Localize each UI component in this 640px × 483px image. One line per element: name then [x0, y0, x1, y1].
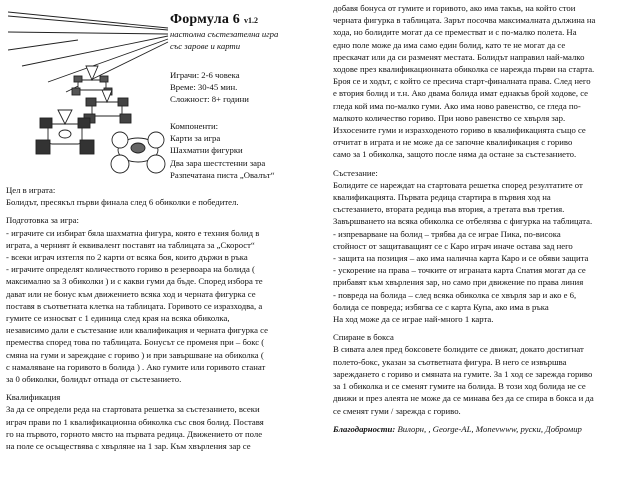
meta-complexity: Сложност: 8+ години: [170, 94, 249, 105]
right-text-line: Болидите се нареждат на стартовата решетка според резултатите от: [333, 179, 583, 190]
component-item: Два зара шестстенни зара: [170, 157, 266, 168]
right-text-line: Завършването на всяка обиколка се отбелязва с фигурка на таблицата.: [333, 216, 593, 227]
left-text-line: за 0 обиколки, болидът отпада от състезанието.: [6, 374, 182, 385]
left-text-line: на поле се осъществява с хвърляне на 1 зар. Към хвърления зар се: [6, 441, 251, 452]
right-text-line: отчитат в играта и не може да се започне квалификация с гориво: [333, 137, 573, 148]
right-text-line: хода, но болидите могат да се преместват и с по-малко полета. На: [333, 27, 577, 38]
component-item: Карти за игра: [170, 133, 221, 144]
left-text-line: - играчите определят количеството гориво в резервоара на болида (: [6, 264, 255, 275]
credits-names: Вилорн, , George-AL, Monevwww, руски, Добромир: [395, 423, 582, 434]
left-text-line: Квалификация: [6, 392, 61, 403]
components-list: [170, 120, 274, 181]
right-text-line: квалификацията. Първата редица стартира в първия ход на: [333, 192, 551, 203]
right-text-line: прибавят към хвърления зар, но само при движение по права линия: [333, 277, 584, 288]
right-text-line: Спиране в бокса: [333, 332, 394, 343]
right-text-line: - изпреварване на болид – трябва да се играе Пика, по-висока: [333, 228, 561, 239]
game-meta: [170, 69, 249, 106]
left-text-line: - играчите си избират бяла шахматна фигура, която е техния болид в: [6, 227, 260, 238]
left-text-line: премества според това по таблицата. Бонусът се променя при – бокс (: [6, 337, 265, 348]
version-label: v1.2: [243, 16, 258, 25]
right-text-line: едно поле може да има само един болид, като те не могат да се: [333, 39, 566, 50]
left-text-line: дават или не бонус към движението всяка ход и черната фигурка се: [6, 288, 256, 299]
left-text-line: максимално за 3 обиколки ) и с какви гуми да бъде. Според избора те: [6, 276, 263, 287]
left-text-line: независимо дали е състезание или квалификация и черната фигурка се: [6, 325, 268, 336]
right-text-line: е втория болид и т.н. Ако двама болида имат еднакъв брой ходове, се: [333, 88, 589, 99]
left-text-line: - всеки играч изтегля по 2 карти от всяка боя, които държи в ръка: [6, 252, 248, 263]
left-text-line: смяна на гуми и зареждане с гориво ) и при завършване на обиколка (: [6, 349, 264, 360]
right-text-line: състезанието, втората редица във втория, а третата във третия.: [333, 204, 565, 215]
left-text-line: Болидът, пресякъл първи финала след 6 обиколки е победител.: [6, 197, 239, 208]
right-text-line: за 1 обиколка и се сменят гумите на болида. В този ход болида не се: [333, 381, 586, 392]
left-text-line: Цел в играта:: [6, 185, 56, 195]
left-text-line: За да се определи реда на стартовата решетка за състезанието, всеки: [6, 404, 260, 415]
race-car-illustration: [8, 6, 173, 184]
right-text-line: Състезание:: [333, 167, 378, 178]
race-car-4: [111, 132, 165, 173]
right-text-line: само за 1 обиколка, защото после няма да остане за състезанието.: [333, 149, 577, 160]
left-text-line: Подготовка за игра:: [6, 215, 79, 226]
subtitle-line-2: със зарове и карти: [170, 41, 241, 51]
left-column-text: [6, 184, 309, 452]
right-text-line: стойност от защитаващият се с Каро играч иначе остава зад него: [333, 240, 573, 251]
race-car-2: [84, 90, 131, 123]
component-item: Шахматни фигурки: [170, 145, 243, 156]
right-text-line: Броя се и ходът, с който се пресича старт-финалната права. След него: [333, 76, 591, 87]
components-heading: Компоненти:: [170, 121, 219, 131]
right-text-line: полето-бокс, указан за съответната фигура. В него се извършва: [333, 356, 567, 367]
right-text-line: - защита на позиция – ако има налична карта Каро и се обяви защита: [333, 253, 589, 264]
right-text-line: - повреда на болида – след всяка обиколка се хвърля зар и ако е 6,: [333, 289, 577, 300]
subtitle-line-1: настолна състезателна игра: [170, 29, 279, 39]
right-text-line: ходове през квалификационната обиколка се нарежда първи на старта.: [333, 64, 595, 75]
right-text-line: зареждането с гориво и смяната на гумите. За 1 ход се зарежда гориво: [333, 368, 593, 379]
credits: [333, 423, 635, 435]
right-text-line: прескачат или да си разменят местата. Болидът направил най-малко: [333, 51, 585, 62]
right-column-text: [333, 2, 635, 435]
left-text-line: го на първото, горното място на първата редица. Движението от поле: [6, 428, 263, 439]
right-text-line: черната фигурка в таблицата. Зарът посочва максималната дължина на: [333, 15, 596, 26]
meta-time: Време: 30-45 мин.: [170, 82, 238, 93]
right-text-line: добавя бонуса от гумите и горивото, ако има такъв, на който стои: [333, 3, 576, 13]
left-text-line: с намаляване на горивото в болида ) . Ако гумите или горивото станат: [6, 361, 266, 372]
meta-players: Играчи: 2-6 човека: [170, 70, 240, 80]
right-text-line: се сменят гуми / зарежда с гориво.: [333, 405, 461, 416]
right-text-line: движи и през алеята не може да се минава без да се спира в бокса и да: [333, 393, 594, 404]
page-title: Формула 6: [170, 12, 240, 27]
left-text-line: гумите се износват с 1 единица след края на всяка обиколка,: [6, 313, 230, 324]
right-text-line: болида се повреда; избягва се с карта Купа, ако има в ръка: [333, 301, 549, 312]
right-text-line: В сивата алея пред боксовете болидите се движат, докато достигнат: [333, 344, 584, 355]
right-text-line: гледа кой има по-малко гуми. Ако има ново равенство, се гледа по-: [333, 100, 581, 111]
credits-label: Благодарности:: [333, 423, 396, 434]
right-text-line: На ход може да се играе най-много 1 карта.: [333, 314, 494, 325]
component-item: Разпечатана писта „Овалът“: [170, 169, 275, 180]
right-text-line: Изхосените гуми и изразходеното гориво в квалификацията също се: [333, 125, 586, 136]
left-text-line: играч прави по 1 квалификационна обиколка със своя болид. Поставя: [6, 416, 264, 427]
right-text-line: малкото количество гориво. При ново равенство се хвърля зар.: [333, 112, 566, 123]
right-text-line: - ускорение на права – точките от играната карта Спатия могат да се: [333, 265, 586, 276]
left-text-line: играта, а черният ѝ еквивалент поставят на таблицата за „Скорост“: [6, 239, 255, 250]
left-text-line: поставя в съответната клетка на таблицата. Горивото се изразходва, а: [6, 300, 263, 311]
title-block: [170, 10, 310, 52]
